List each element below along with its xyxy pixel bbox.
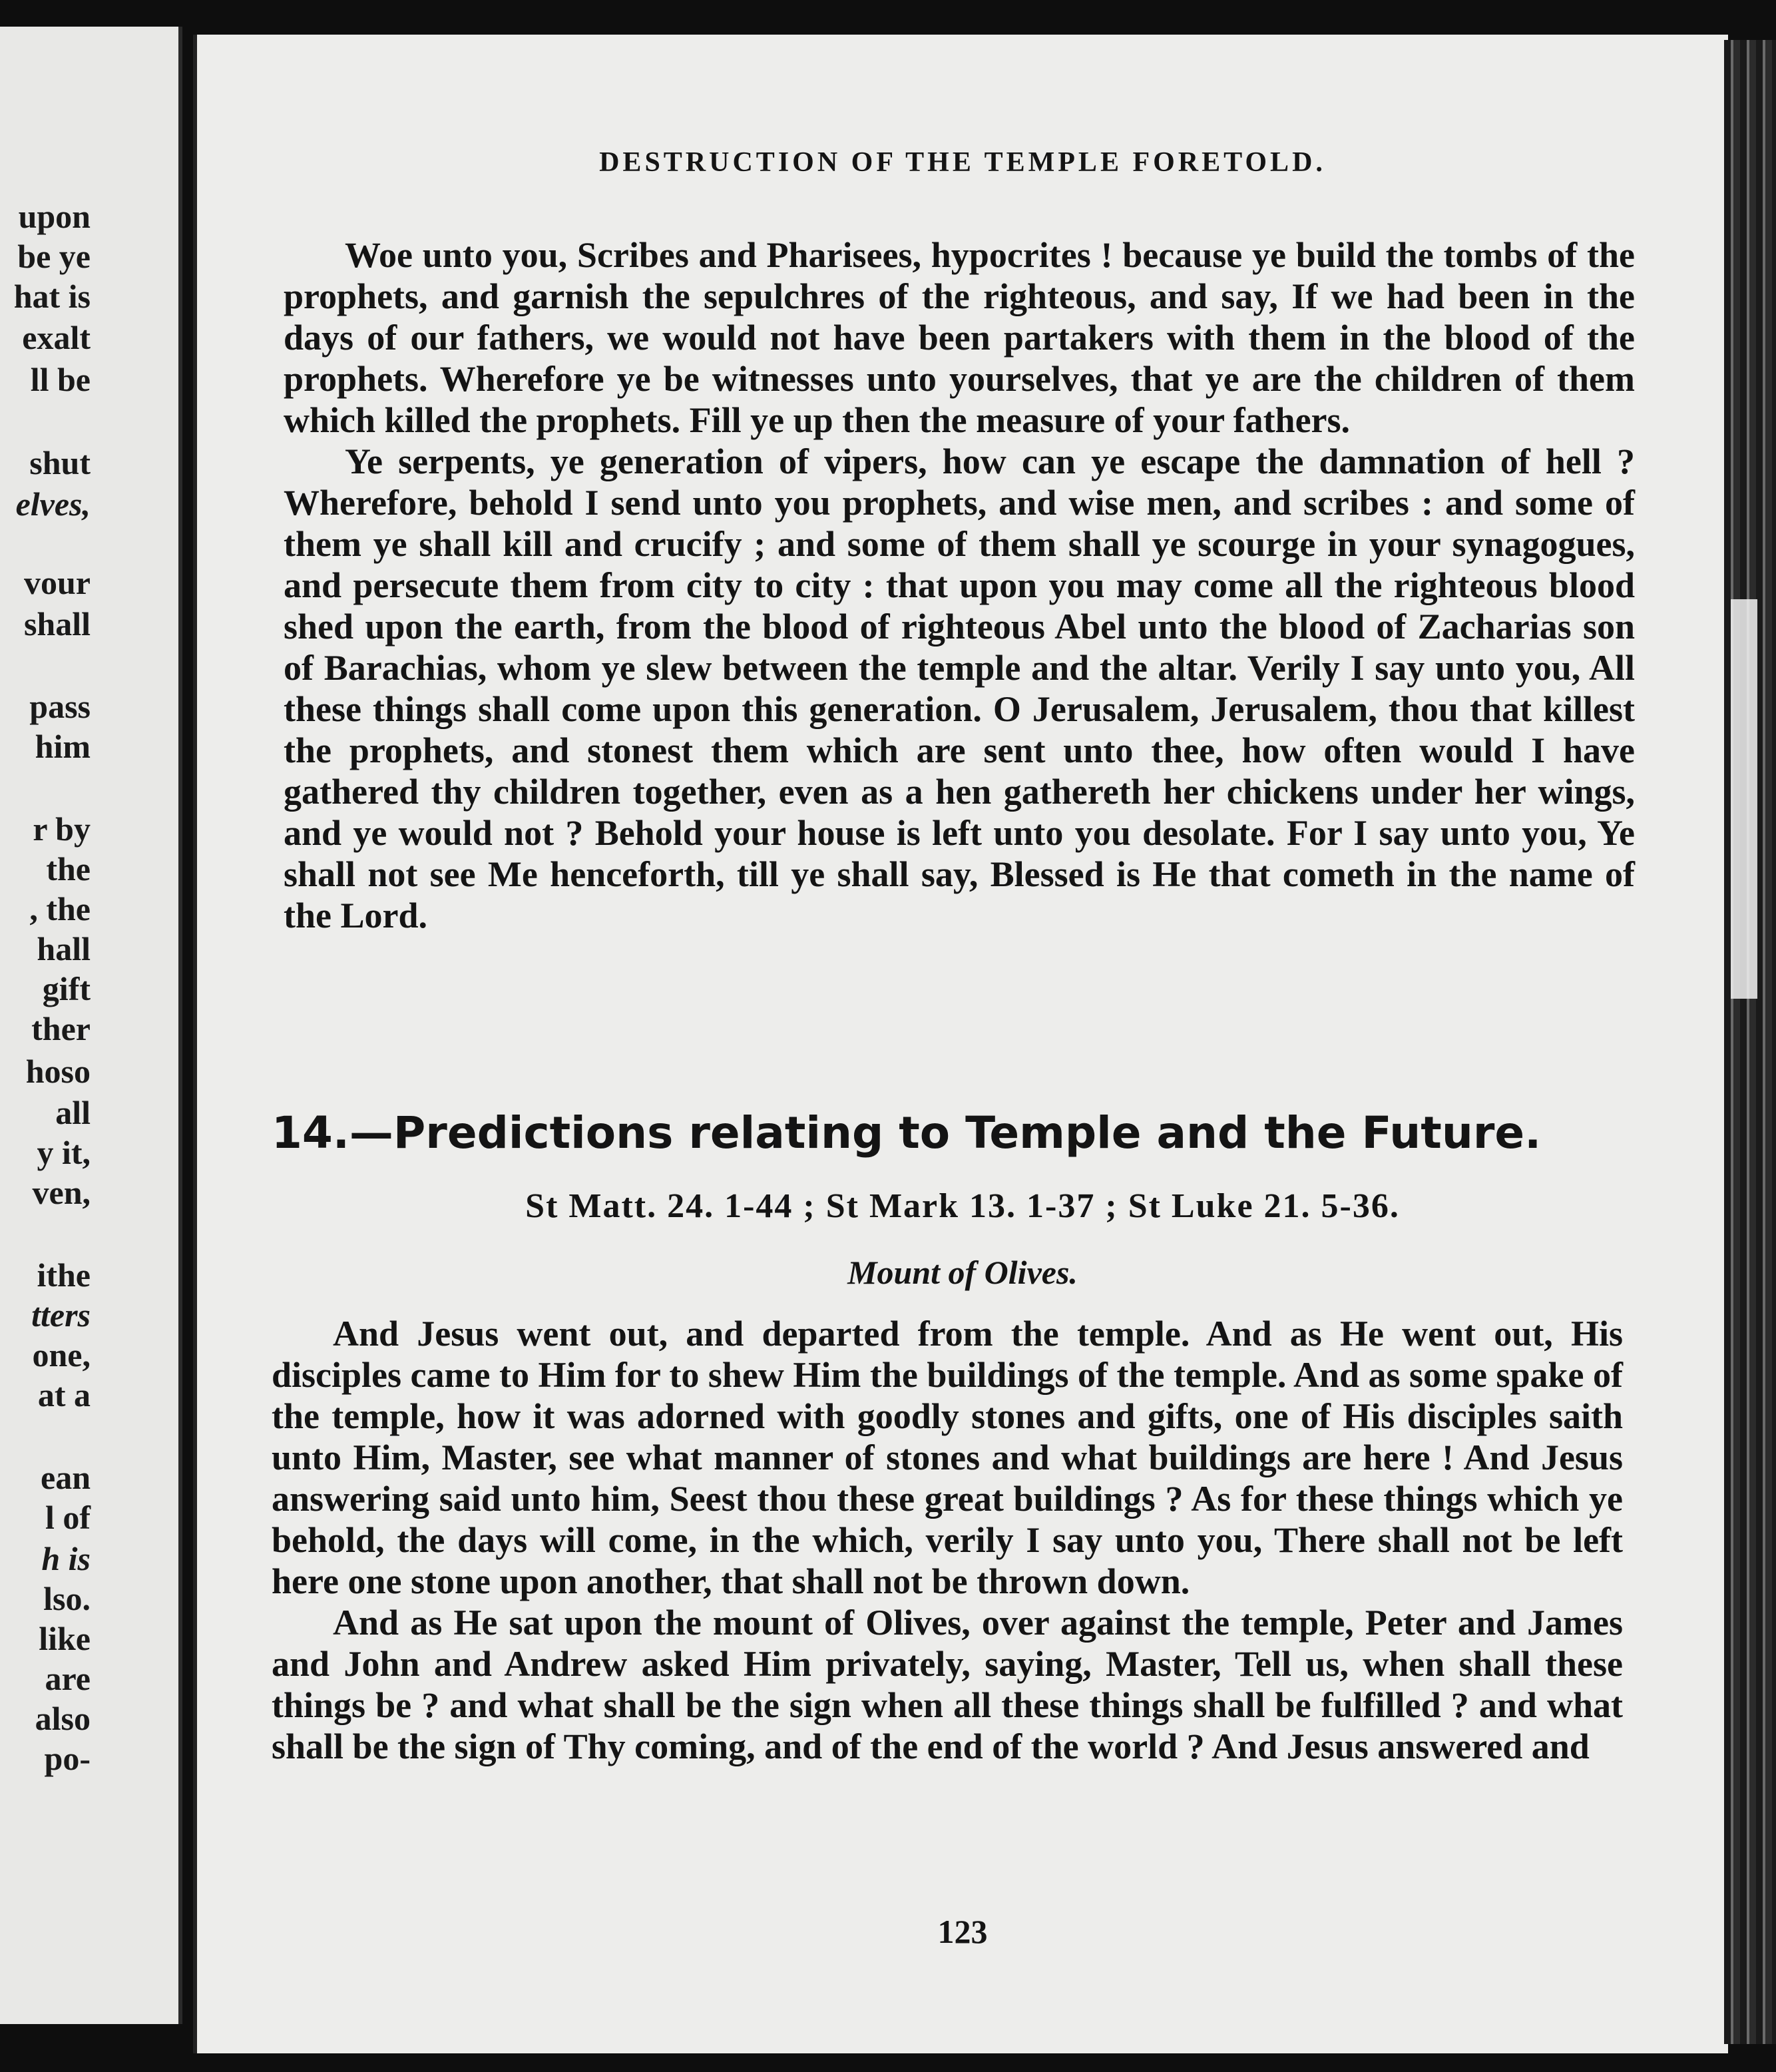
left-page-fragment: po- <box>44 1740 91 1777</box>
left-page-fragment: h is <box>41 1540 91 1577</box>
left-page-fragment: the <box>46 850 91 888</box>
left-page-fragment: him <box>35 728 91 765</box>
left-page-fragment: ean <box>41 1459 91 1496</box>
left-page-fragment: shall <box>23 605 91 643</box>
left-page-fragment: exalt <box>22 319 91 356</box>
paragraph-woe: Woe unto you, Scribes and Pharisees, hypocrites ! because ye build the tombs of the prophets, and garnish the sepulchres of the righteous, and say, If we had been in the days of our fathers, we would not have been partakers with them in the blood of the prophets. Wherefore ye be witnesses unto yourselves, that ye are the children of them which killed the prophets. Fill ye up then the measure of your fathers. <box>284 235 1635 440</box>
left-page-fragment: ithe <box>37 1256 91 1294</box>
location-subheading: Mount of Olives. <box>847 1254 1078 1291</box>
section-heading: 14.—Predictions relating to Temple and the Future. <box>272 1107 1542 1159</box>
page-number: 123 <box>937 1913 988 1950</box>
left-page-fragment: shut <box>29 444 91 481</box>
left-page-fragment: hall <box>37 930 91 967</box>
left-page-fragment: lso. <box>43 1580 91 1617</box>
left-page-fragment: vour <box>24 564 91 601</box>
left-page-fragment: elves, <box>15 485 91 523</box>
text-block-bottom <box>272 1313 1623 1767</box>
page-stack-edge <box>1724 40 1776 2044</box>
paragraph-jesus-went-out: And Jesus went out, and departed from the temple. And as He went out, His disciples came to Him for to shew Him the buildings of the temple. And as some spake of the temple, how it was adorned with goodly stones and gifts, one of His disciples saith unto Him, Master, see what manner of stones and what buildings are here ! And Jesus answering said unto him, Seest thou these great buildings ? As for these things which ye behold, the days will come, in the which, verily I say unto you, There shall not be left here one stone upon another, that shall not be thrown down. <box>272 1314 1624 1601</box>
scripture-references: St Matt. 24. 1-44 ; St Mark 13. 1-37 ; St Luke 21. 5-36. <box>525 1187 1400 1225</box>
left-facing-page <box>0 27 182 2024</box>
paragraph-serpents: Ye serpents, ye generation of vipers, how can ye escape the damnation of hell ? Wherefore, behold I send unto you prophets, and wise men, and scribes : and some of them ye shall kill and crucify ; and some of them shall ye scourge in your synagogues, and persecute them from city to city : that upon you may come all the righteous blood shed upon the earth, from the blood of righteous Abel unto the blood of Zacharias son of Barachias, whom ye slew between the temple and the altar. Verily I say unto you, All these things shall come upon this generation. O Jerusalem, Jerusalem, thou that killest the prophets, and stonest them which are sent unto thee, how often would I have gathered thy children together, even as a hen gathereth her chickens under her wings, and ye would not ? Behold your house is left unto you desolate. For I say unto you, Ye shall not see Me henceforth, till ye shall say, Blessed is He that cometh in the name of the Lord. <box>284 441 1635 935</box>
left-page-fragment: ven, <box>32 1174 91 1211</box>
left-page-fragment: be ye <box>17 238 91 275</box>
left-page-fragment: at a <box>37 1376 91 1414</box>
left-page-fragment: , the <box>29 890 91 927</box>
left-page-fragment: r by <box>33 810 91 848</box>
left-page-fragment: also <box>35 1700 91 1737</box>
left-page-fragment: like <box>39 1620 91 1657</box>
paragraph-mount-of-olives: And as He sat upon the mount of Olives, over against the temple, Peter and James and John and Andrew asked Him privately, saying, Master, Tell us, when shall these things be ? and what shall be the sign when all these things shall be fulfilled ? and what shall be the sign of Thy coming, and of the end of the world ? And Jesus answered and <box>272 1603 1623 1766</box>
left-page-fragment: y it, <box>37 1134 91 1171</box>
left-page-fragment: one, <box>32 1336 91 1374</box>
page-edge-highlight <box>1731 599 1757 999</box>
left-page-fragment: ll be <box>30 361 91 398</box>
left-page-fragment: all <box>55 1094 91 1131</box>
left-page-fragment: hat is <box>13 278 91 315</box>
right-page <box>193 35 1728 2053</box>
left-page-fragment: tters <box>31 1296 91 1334</box>
left-page-fragment: hoso <box>25 1053 91 1090</box>
left-page-fragment: pass <box>29 688 91 725</box>
running-header: DESTRUCTION OF THE TEMPLE FORETOLD. <box>599 147 1326 178</box>
left-page-fragment: ther <box>31 1010 91 1047</box>
left-page-fragment: upon <box>18 198 91 235</box>
left-page-fragment: l of <box>45 1499 91 1536</box>
text-block-top <box>284 234 1635 936</box>
left-page-fragment: gift <box>42 970 91 1007</box>
left-page-fragment: are <box>45 1660 91 1697</box>
